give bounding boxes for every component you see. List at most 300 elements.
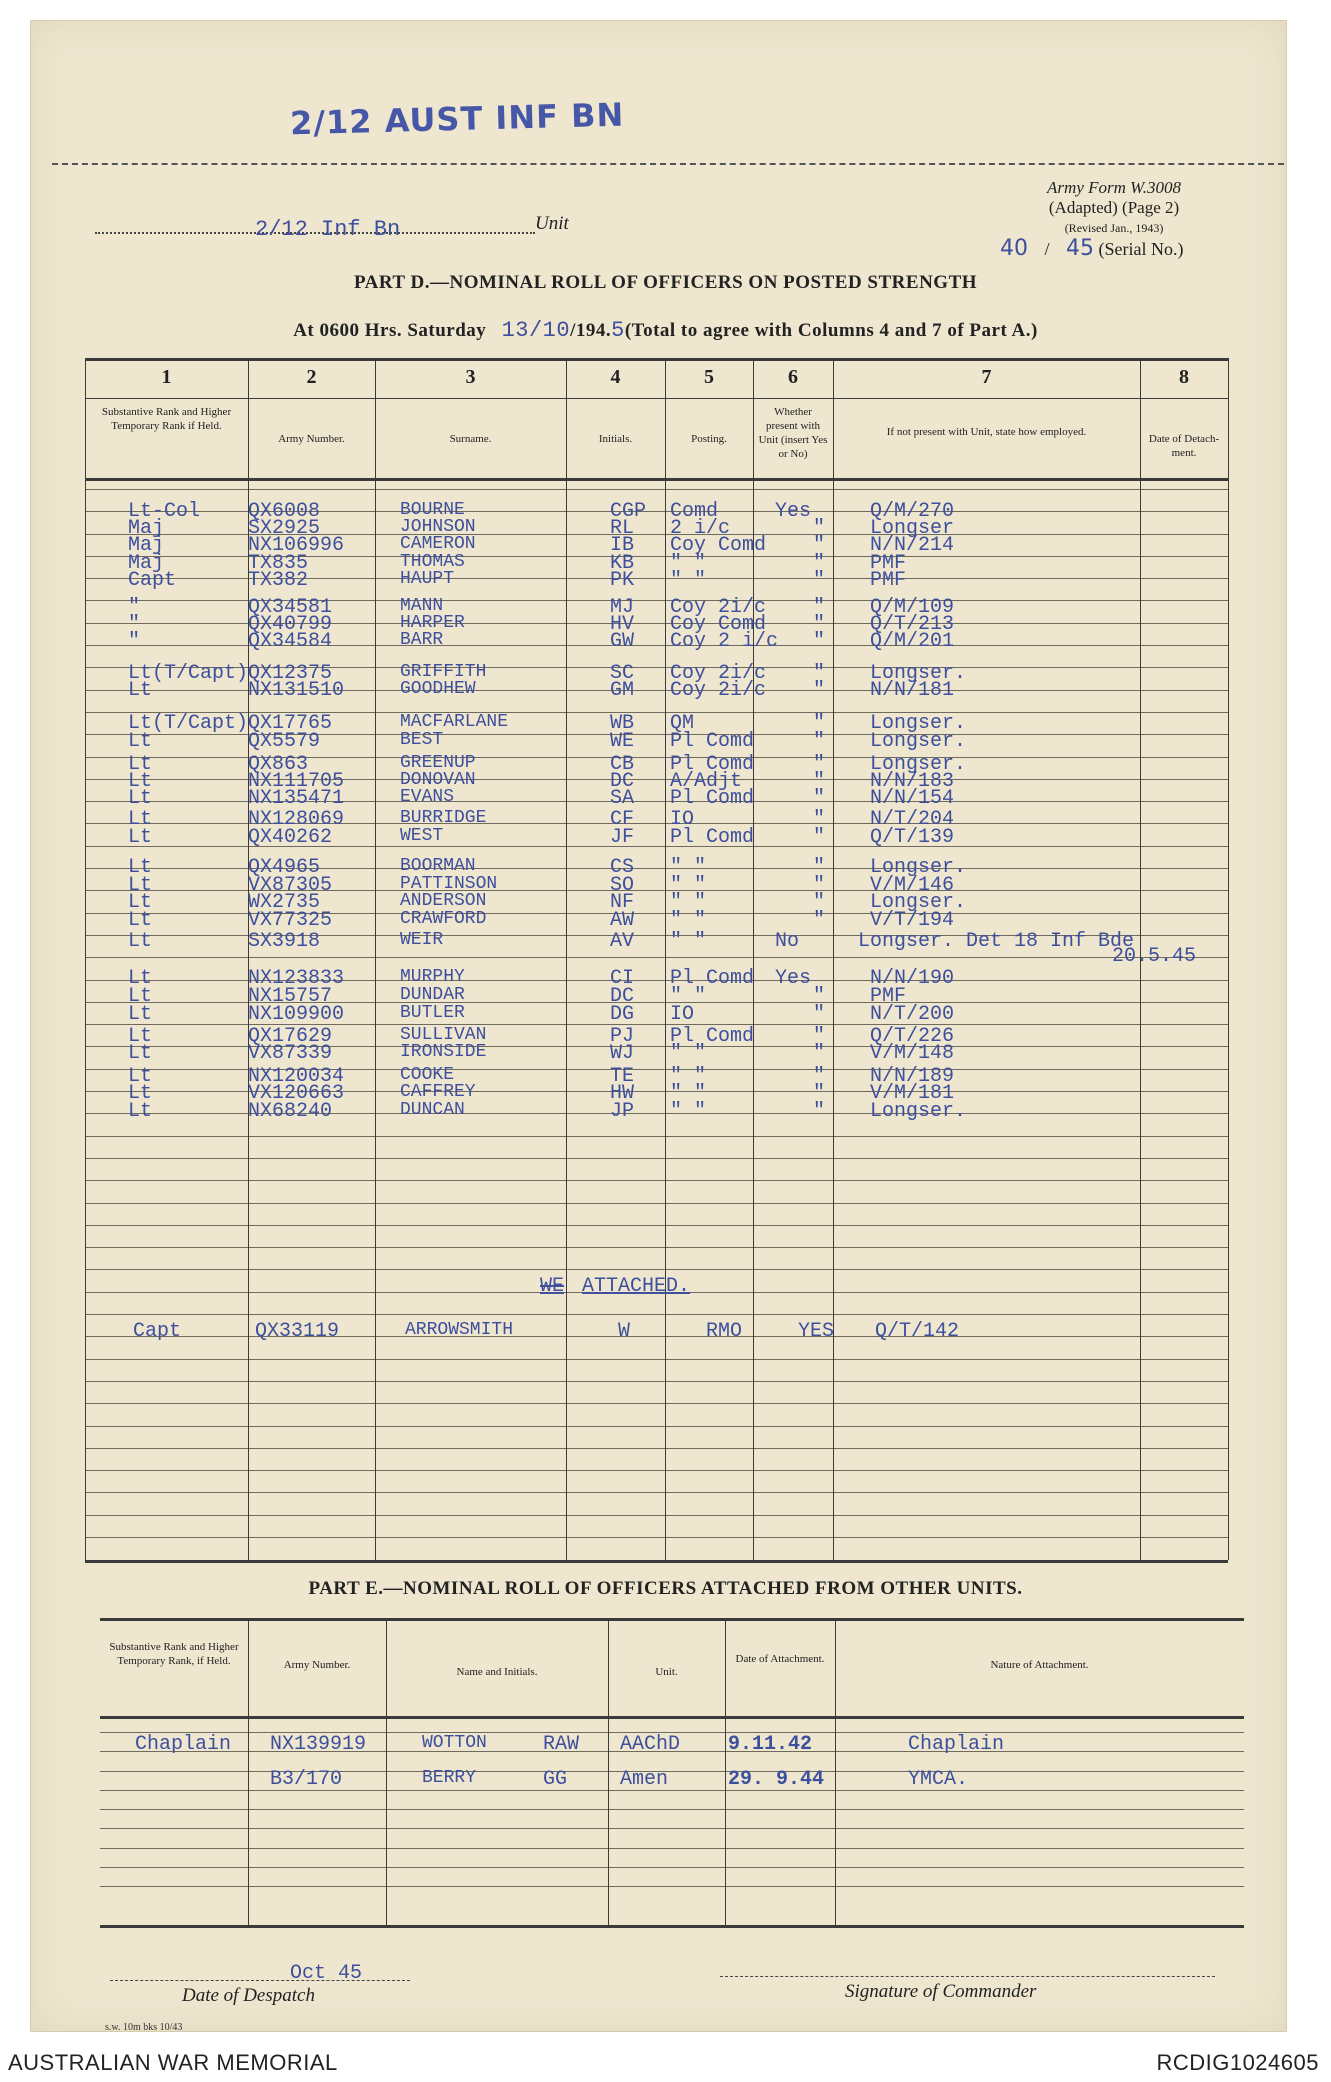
row-initials: CF <box>610 808 635 831</box>
despatch-line <box>110 1980 410 1981</box>
ruled-line <box>85 1225 1228 1226</box>
column-header: Substantive Rank and Higher Temporary Rank if Held. <box>101 406 232 432</box>
row-rank: Maj <box>128 517 165 540</box>
row-initials: KB <box>610 552 635 575</box>
row-employed: V/M/148 <box>870 1042 955 1065</box>
column-header: Initials. <box>598 433 633 445</box>
e-column-header: Nature of Attachment. <box>990 1659 1089 1671</box>
e-column-header: Date of Attachment. <box>735 1653 825 1665</box>
e-unit: AAChD <box>620 1733 681 1756</box>
row-present: " <box>813 753 826 776</box>
row-army-number: WX2735 <box>248 891 321 914</box>
serial-num: 40 <box>1000 236 1028 261</box>
row-army-number: NX106996 <box>248 534 345 557</box>
date-year-prefix: /194. <box>570 320 612 341</box>
date-value: 13/10 <box>501 318 571 343</box>
e-army-number: NX139919 <box>270 1733 367 1756</box>
row-army-number: NX128069 <box>248 808 345 831</box>
table-bottom-rule <box>85 1560 1228 1563</box>
row-surname: ANDERSON <box>400 891 487 911</box>
attached-army-number: QX33119 <box>255 1320 340 1343</box>
e-column-header: Name and Initials. <box>456 1666 538 1678</box>
row-surname: PATTINSON <box>400 874 498 894</box>
attached-struck: WE <box>540 1275 565 1298</box>
column-header: Posting. <box>691 433 727 445</box>
row-army-number: QX17629 <box>248 1025 333 1048</box>
ruled-line <box>85 1515 1228 1516</box>
ruled-line <box>85 1470 1228 1471</box>
e-unit: Amen <box>620 1768 669 1791</box>
row-initials: RL <box>610 517 635 540</box>
row-initials: WJ <box>610 1042 635 1065</box>
row-rank: " <box>128 596 141 619</box>
row-employed: Q/M/201 <box>870 630 955 653</box>
column-number: 1 <box>161 366 172 388</box>
row-rank: Lt <box>128 891 153 914</box>
e-ruled-line <box>100 1828 1244 1829</box>
row-present: " <box>813 808 826 831</box>
row-detach-date: 20.5.45 <box>1112 945 1197 968</box>
attached-rank: Capt <box>133 1320 182 1343</box>
row-rank: Lt <box>128 679 153 702</box>
row-surname: COOKE <box>400 1065 455 1085</box>
row-present: " <box>813 985 826 1008</box>
date-prefix: At 0600 Hrs. Saturday <box>293 320 487 341</box>
row-employed: N/N/154 <box>870 787 955 810</box>
row-initials: SA <box>610 787 635 810</box>
row-army-number: NX111705 <box>248 770 345 793</box>
row-employed: V/M/181 <box>870 1082 955 1105</box>
column-number: 8 <box>1179 366 1189 388</box>
signature-label: Signature of Commander <box>845 1981 1037 2002</box>
row-initials: CI <box>610 967 635 990</box>
row-army-number: NX109900 <box>248 1003 345 1026</box>
row-rank: Lt <box>128 856 153 879</box>
row-rank: Lt <box>128 1042 153 1065</box>
e-header-rule <box>100 1716 1244 1719</box>
row-posting: IO <box>670 1003 695 1026</box>
row-rank: Lt(T/Capt) <box>128 712 249 735</box>
row-rank: Lt <box>128 909 153 932</box>
row-posting: " " <box>670 930 707 953</box>
row-initials: TE <box>610 1065 635 1088</box>
row-present: " <box>813 569 826 592</box>
row-initials: CB <box>610 753 635 776</box>
row-initials: NF <box>610 891 635 914</box>
row-initials: SO <box>610 874 635 897</box>
serial-of: 45 <box>1066 236 1095 261</box>
row-employed: Longser. <box>870 891 967 914</box>
ruled-line <box>85 957 1228 958</box>
row-posting: " " <box>670 1082 707 1105</box>
row-employed: N/N/190 <box>870 967 955 990</box>
ruled-line <box>85 1269 1228 1270</box>
row-surname: HARPER <box>400 613 465 633</box>
e-column-rule <box>835 1618 836 1925</box>
row-employed: N/T/204 <box>870 808 955 831</box>
row-army-number: QX40799 <box>248 613 333 636</box>
row-surname: THOMAS <box>400 552 465 572</box>
row-present: " <box>813 662 826 685</box>
row-present: No <box>775 930 800 953</box>
serial-sep: / <box>1044 239 1050 259</box>
ruled-line <box>85 1247 1228 1248</box>
row-rank: Lt <box>128 874 153 897</box>
row-army-number: SX2925 <box>248 517 321 540</box>
row-initials: JP <box>610 1100 635 1123</box>
e-column-rule <box>608 1618 609 1925</box>
e-column-header: Army Number. <box>283 1659 351 1671</box>
attached-present: YES <box>798 1320 835 1343</box>
row-rank: Capt <box>128 569 177 592</box>
row-rank: " <box>128 613 141 636</box>
row-posting: " " <box>670 909 707 932</box>
date-suffix: (Total to agree with Columns 4 and 7 of Part A.) <box>624 320 1038 341</box>
column-header: Date of Detach-ment. <box>1148 433 1220 459</box>
row-army-number: NX131510 <box>248 679 345 702</box>
e-initials: RAW <box>543 1733 580 1756</box>
row-present: " <box>813 596 826 619</box>
form-adapted: (Adapted) (Page 2) <box>1048 198 1180 217</box>
row-rank: Lt <box>128 1100 153 1123</box>
e-column-rule <box>386 1618 387 1925</box>
ruled-line <box>85 1381 1228 1382</box>
row-present: " <box>813 679 826 702</box>
row-present: " <box>813 730 826 753</box>
attached-posting: RMO <box>706 1320 743 1343</box>
row-employed: Longser. <box>870 662 967 685</box>
row-present: " <box>813 770 826 793</box>
tear-line <box>52 163 1284 165</box>
row-rank: Lt <box>128 787 153 810</box>
row-employed: PMF <box>870 985 907 1008</box>
row-posting: " " <box>670 1100 707 1123</box>
row-surname: JOHNSON <box>400 517 476 537</box>
row-employed: Longser. <box>870 730 967 753</box>
row-posting: Pl Comd <box>670 730 755 753</box>
row-rank: Lt <box>128 826 153 849</box>
row-employed: V/M/146 <box>870 874 955 897</box>
row-surname: BARR <box>400 630 444 650</box>
ruled-line <box>85 1492 1228 1493</box>
ruled-line <box>85 1203 1228 1204</box>
ruled-line <box>85 489 1228 490</box>
column-number: 2 <box>306 366 317 388</box>
unit-value: 2/12 Inf Bn <box>255 217 401 242</box>
row-posting: Pl Comd <box>670 1025 755 1048</box>
column-rule <box>566 358 567 1560</box>
column-number: 5 <box>704 366 714 388</box>
e-name: WOTTON <box>422 1733 487 1753</box>
ruled-line <box>85 1136 1228 1137</box>
row-posting: " " <box>670 569 707 592</box>
row-rank: Lt <box>128 930 153 953</box>
row-present: Yes <box>775 500 812 523</box>
row-posting: " " <box>670 1065 707 1088</box>
row-present: " <box>813 552 826 575</box>
row-employed: PMF <box>870 569 907 592</box>
row-rank: " <box>128 630 141 653</box>
row-army-number: QX863 <box>248 753 309 776</box>
e-date: 29. 9.44 <box>728 1768 825 1791</box>
archive-caption: AUSTRALIAN WAR MEMORIAL <box>8 2050 338 2075</box>
table-top-rule <box>85 358 1228 361</box>
row-posting: Comd <box>670 500 719 523</box>
row-army-number: QX34581 <box>248 596 333 619</box>
row-rank: Lt <box>128 1065 153 1088</box>
e-initials: GG <box>543 1768 568 1791</box>
part-e-title: PART E.—NOMINAL ROLL OF OFFICERS ATTACHED FROM OTHER UNITS. <box>308 1578 1023 1599</box>
row-rank: Lt <box>128 967 153 990</box>
row-army-number: VX87305 <box>248 874 333 897</box>
row-surname: WEIR <box>400 930 444 950</box>
row-surname: CAMERON <box>400 534 476 554</box>
column-rule <box>665 358 666 1560</box>
row-present: " <box>813 630 826 653</box>
row-rank: Lt-Col <box>128 500 201 523</box>
e-ruled-line <box>100 1848 1244 1849</box>
row-present: " <box>813 826 826 849</box>
row-initials: WB <box>610 712 635 735</box>
row-present: " <box>813 613 826 636</box>
part-d-title: PART D.—NOMINAL ROLL OF OFFICERS ON POSTED STRENGTH <box>353 272 978 293</box>
signature-line <box>720 1976 1215 1977</box>
print-code: s.w. 10m bks 10/43 <box>105 2022 183 2033</box>
row-employed: V/T/194 <box>870 909 955 932</box>
ruled-line <box>85 1448 1228 1449</box>
row-initials: CGP <box>610 500 647 523</box>
row-army-number: QX4965 <box>248 856 321 879</box>
row-army-number: NX68240 <box>248 1100 333 1123</box>
column-header: If not present with Unit, state how employed. <box>886 426 1087 438</box>
row-surname: IRONSIDE <box>400 1042 487 1062</box>
row-surname: DONOVAN <box>400 770 476 790</box>
row-surname: CAFFREY <box>400 1082 476 1102</box>
row-army-number: QX5579 <box>248 730 321 753</box>
e-nature: YMCA. <box>908 1768 969 1791</box>
row-posting: " " <box>670 1042 707 1065</box>
row-surname: DUNDAR <box>400 985 465 1005</box>
row-posting: QM <box>670 712 695 735</box>
row-posting: " " <box>670 891 707 914</box>
row-employed: N/N/181 <box>870 679 955 702</box>
row-employed: Longser. Det 18 Inf Bde <box>858 930 1135 953</box>
row-initials: AW <box>610 909 635 932</box>
row-employed: Q/M/270 <box>870 500 955 523</box>
row-surname: CRAWFORD <box>400 909 487 929</box>
column-rule <box>1228 358 1229 1560</box>
attached-initials: W <box>618 1320 631 1343</box>
row-initials: IB <box>610 534 635 557</box>
row-army-number: VX120663 <box>248 1082 345 1105</box>
row-rank: Lt <box>128 808 153 831</box>
row-employed: Longser. <box>870 712 967 735</box>
row-employed: Longser. <box>870 753 967 776</box>
header-rule <box>85 478 1228 481</box>
attached-employed: Q/T/142 <box>875 1320 960 1343</box>
e-ruled-line <box>100 1867 1244 1868</box>
row-surname: BURRIDGE <box>400 808 487 828</box>
row-rank: Lt <box>128 770 153 793</box>
e-bottom-rule <box>100 1925 1244 1928</box>
row-rank: Maj <box>128 534 165 557</box>
row-initials: PJ <box>610 1025 635 1048</box>
form-number: Army Form W.3008 <box>1047 178 1181 197</box>
attached-label: ATTACHED. <box>582 1275 691 1298</box>
row-army-number: QX6008 <box>248 500 321 523</box>
row-posting: " " <box>670 552 707 575</box>
row-posting: " " <box>670 985 707 1008</box>
row-present: " <box>813 517 826 540</box>
row-rank: Lt(T/Capt) <box>128 662 249 685</box>
row-employed: Longser <box>870 517 955 540</box>
row-employed: Q/M/109 <box>870 596 955 619</box>
row-army-number: VX87339 <box>248 1042 333 1065</box>
row-employed: N/N/183 <box>870 770 955 793</box>
row-army-number: VX77325 <box>248 909 333 932</box>
ruled-line <box>85 1359 1228 1360</box>
row-present: " <box>813 787 826 810</box>
row-employed: N/T/200 <box>870 1003 955 1026</box>
row-employed: N/N/214 <box>870 534 955 557</box>
row-surname: HAUPT <box>400 569 455 589</box>
row-posting: A/Adjt <box>670 770 743 793</box>
row-army-number: QX12375 <box>248 662 333 685</box>
row-employed: Q/T/139 <box>870 826 955 849</box>
part-d-date-line <box>0 318 1331 343</box>
ruled-line <box>85 1537 1228 1538</box>
ruled-line <box>85 1403 1228 1404</box>
row-surname: BOURNE <box>400 500 465 520</box>
row-surname: GRIFFITH <box>400 662 487 682</box>
row-present: " <box>813 856 826 879</box>
row-posting: 2 i/c <box>670 517 731 540</box>
attached-surname: ARROWSMITH <box>405 1320 514 1340</box>
row-present: " <box>813 1003 826 1026</box>
unit-stamp: 2/12 AUST INF BN <box>289 95 625 143</box>
row-surname: SULLIVAN <box>400 1025 487 1045</box>
row-surname: MACFARLANE <box>400 712 509 732</box>
row-initials: DC <box>610 985 635 1008</box>
row-surname: WEST <box>400 826 444 846</box>
ruled-line <box>85 1158 1228 1159</box>
row-surname: GREENUP <box>400 753 476 773</box>
row-employed: Longser. <box>870 856 967 879</box>
row-posting: Coy Comd <box>670 534 767 557</box>
row-surname: EVANS <box>400 787 455 807</box>
row-initials: JF <box>610 826 635 849</box>
row-employed: PMF <box>870 552 907 575</box>
row-rank: Lt <box>128 1003 153 1026</box>
row-employed: Q/T/213 <box>870 613 955 636</box>
row-initials: PK <box>610 569 635 592</box>
date-year-digit: 5 <box>611 318 625 343</box>
row-posting: IO <box>670 808 695 831</box>
row-initials: GM <box>610 679 635 702</box>
e-date: 9.11.42 <box>728 1733 813 1756</box>
row-initials: AV <box>610 930 635 953</box>
row-surname: DUNCAN <box>400 1100 465 1120</box>
row-present: " <box>813 1065 826 1088</box>
row-army-number: QX34584 <box>248 630 333 653</box>
row-present: Yes <box>775 967 812 990</box>
row-army-number: NX120034 <box>248 1065 345 1088</box>
row-posting: Coy 2 i/c <box>670 630 779 653</box>
column-rule <box>833 358 834 1560</box>
row-posting: " " <box>670 874 707 897</box>
row-present: " <box>813 874 826 897</box>
row-surname: MANN <box>400 596 444 616</box>
row-surname: BUTLER <box>400 1003 465 1023</box>
row-army-number: SX3918 <box>248 930 321 953</box>
column-header: Whether present with Unit (insert Yes or No) <box>758 406 828 460</box>
row-army-number: QX40262 <box>248 826 333 849</box>
row-initials: DG <box>610 1003 635 1026</box>
despatch-label: Date of Despatch <box>182 1985 315 2006</box>
form-revised: (Revised Jan., 1943) <box>1064 221 1164 235</box>
record-id: RCDIG1024605 <box>1156 2050 1319 2075</box>
row-surname: BEST <box>400 730 444 750</box>
e-nature: Chaplain <box>908 1733 1005 1756</box>
row-present: " <box>813 1042 826 1065</box>
e-rank: Chaplain <box>135 1733 232 1756</box>
row-employed: Longser. <box>870 1100 967 1123</box>
row-posting: Coy Comd <box>670 613 767 636</box>
column-number: 7 <box>981 366 992 388</box>
serial-number <box>1000 236 1184 261</box>
e-column-header: Substantive Rank and Higher Temporary Rank, if Held. <box>109 1641 239 1667</box>
colnum-rule <box>85 398 1228 399</box>
row-initials: WE <box>610 730 635 753</box>
row-posting: Coy 2i/c <box>670 662 767 685</box>
row-army-number: NX123833 <box>248 967 345 990</box>
e-column-rule <box>725 1618 726 1925</box>
row-initials: MJ <box>610 596 635 619</box>
ruled-line <box>85 1314 1228 1315</box>
row-rank: Maj <box>128 552 165 575</box>
row-present: " <box>813 1082 826 1105</box>
e-column-header: Unit. <box>655 1666 678 1678</box>
row-initials: HV <box>610 613 635 636</box>
row-posting: Pl Comd <box>670 826 755 849</box>
e-top-rule <box>100 1618 1244 1621</box>
row-rank: Lt <box>128 985 153 1008</box>
row-posting: Pl Comd <box>670 967 755 990</box>
unit-label: Unit <box>535 213 569 234</box>
column-rule <box>375 358 376 1560</box>
row-present: " <box>813 534 826 557</box>
row-present: " <box>813 909 826 932</box>
row-army-number: NX15757 <box>248 985 333 1008</box>
column-header: Army Number. <box>278 433 345 445</box>
row-present: " <box>813 1025 826 1048</box>
row-present: " <box>813 891 826 914</box>
row-rank: Lt <box>128 730 153 753</box>
row-employed: N/N/189 <box>870 1065 955 1088</box>
row-initials: DC <box>610 770 635 793</box>
form-reference <box>1047 178 1181 238</box>
attached-heading <box>540 1275 690 1298</box>
serial-label: (Serial No.) <box>1098 239 1184 259</box>
column-number: 6 <box>788 366 798 388</box>
row-rank: Lt <box>128 1082 153 1105</box>
row-surname: BOORMAN <box>400 856 476 876</box>
e-ruled-line <box>100 1809 1244 1810</box>
row-present: " <box>813 712 826 735</box>
row-posting: Coy 2i/c <box>670 596 767 619</box>
row-army-number: NX135471 <box>248 787 345 810</box>
row-posting: " " <box>670 856 707 879</box>
